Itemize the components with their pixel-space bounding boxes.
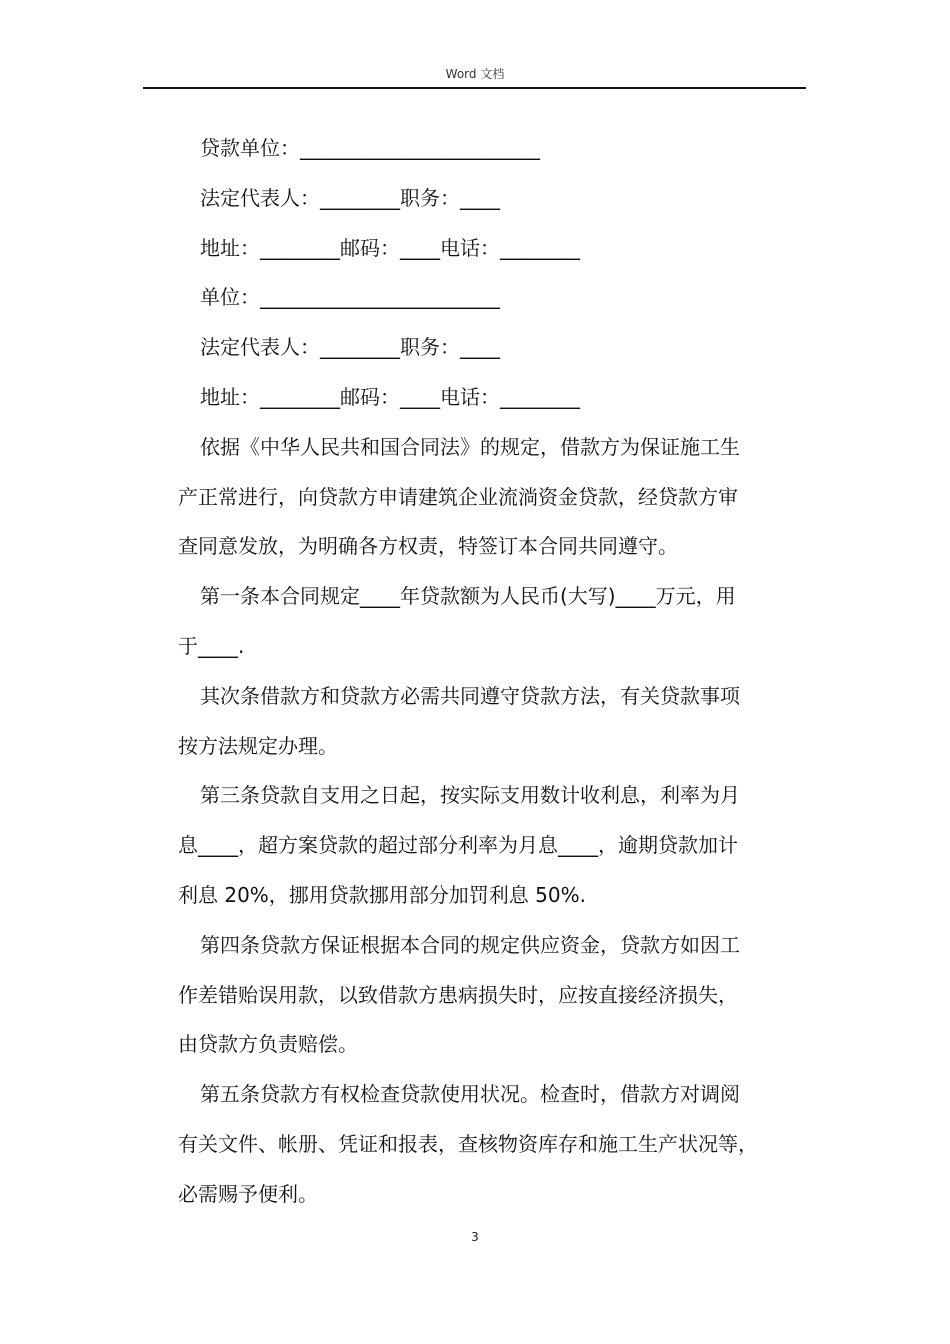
article-2-line-2: 按方法规定办理。 — [178, 733, 338, 758]
article-2-line-1: 其次条借款方和贷款方必需共同遵守贷款方法，有关贷款事项 — [200, 683, 740, 708]
document-body — [178, 124, 810, 1220]
preamble-line-2: 产正常进行，向贷款方申请建筑企业流淌资金贷款，经贷款方审 — [178, 484, 738, 509]
article-3-line-2: 息____，超方案贷款的超过部分利率为月息____，逾期贷款加计 — [178, 833, 738, 858]
lender-address-line: 地址：________邮码：____电话：________ — [200, 384, 580, 409]
header-divider — [143, 87, 806, 89]
article-4-line-1: 第四条贷款方保证根据本合同的规定供应资金，贷款方如因工 — [200, 932, 740, 957]
article-5-line-2: 有关文件、帐册、凭证和报表，查核物资库存和施工生产状况等， — [178, 1131, 758, 1156]
article-4-line-3: 由贷款方负责赔偿。 — [178, 1032, 358, 1057]
article-4-line-2: 作差错贻误用款，以致借款方患病损失时，应按直接经济损失， — [178, 982, 738, 1007]
article-3-line-1: 第三条贷款自支用之日起，按实际支用数计收利息，利率为月 — [200, 783, 740, 808]
page-header-title: Word 文档 — [445, 67, 505, 81]
page-number: 3 — [471, 1230, 479, 1244]
article-1-line-1: 第一条本合同规定____年贷款额为人民币(大写)____万元，用 — [200, 584, 736, 609]
lender-unit-line: 单位：________________________ — [200, 285, 500, 310]
article-1-line-2: 于____. — [178, 633, 245, 658]
preamble-line-1: 依据《中华人民共和国合同法》的规定，借款方为保证施工生 — [200, 434, 740, 459]
borrower-representative-line: 法定代表人：________职务：____ — [200, 185, 500, 210]
article-5-line-3: 必需赐予便利。 — [178, 1181, 318, 1206]
lender-representative-line: 法定代表人：________职务：____ — [200, 335, 500, 360]
article-3-line-3: 利息 20%，挪用贷款挪用部分加罚利息 50%. — [178, 882, 586, 907]
borrower-address-line: 地址：________邮码：____电话：________ — [200, 235, 580, 260]
preamble-line-3: 查同意发放，为明确各方权责，特签订本合同共同遵守。 — [178, 534, 678, 559]
borrower-unit-line: 贷款单位：________________________ — [200, 136, 540, 160]
article-5-line-1: 第五条贷款方有权检查贷款使用状况。检查时，借款方对调阅 — [200, 1082, 740, 1107]
